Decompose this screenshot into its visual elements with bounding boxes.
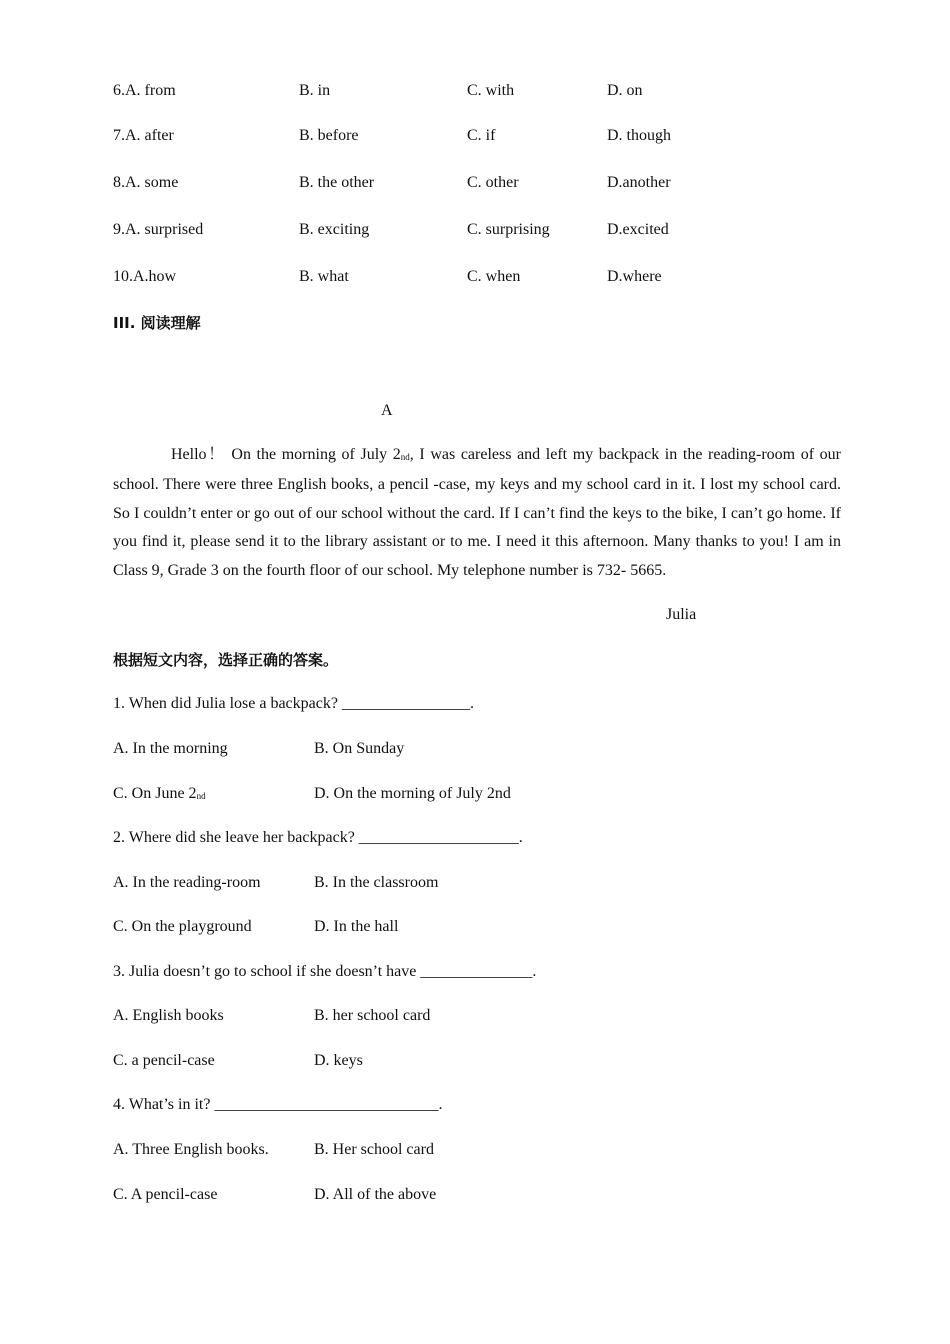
answer-option-a[interactable]: A. In the reading-room (113, 874, 261, 891)
passage-text-part2: , I was careless and left my backpack in the reading-room of our school. There were three English books, a pencil -case, my keys and my school card in it. I lost my school card. So I couldn’t enter or go out of our school without the card. If I can’t find the keys to the bike, I can’t go home. If you find it, please send it to the library assistant or to me. I need it this afternoon. Many thanks to you! I am in Class 9, Grade 3 on the fourth floor of our school. My telephone number is 732- 5665. (113, 446, 841, 580)
answer-option-c-text: C. On June 2 (113, 785, 197, 802)
question-text: 4. What’s in it? ____________________________. (113, 1096, 443, 1113)
option-a: 7.A. after (113, 127, 174, 144)
option-c: C. with (467, 82, 515, 99)
option-d: D. though (607, 127, 671, 144)
answer-option-b[interactable]: B. On Sunday (314, 740, 405, 757)
answer-option-a[interactable]: A. Three English books. (113, 1141, 269, 1158)
answer-option-d[interactable]: D. In the hall (314, 918, 399, 935)
answer-option-c[interactable]: C. a pencil-case (113, 1052, 215, 1069)
ordinal-suffix: nd (196, 791, 206, 801)
passage-label: A (381, 402, 393, 419)
option-d: D. on (607, 82, 643, 99)
ordinal-suffix: nd (400, 452, 410, 462)
answer-option-b[interactable]: B. In the classroom (314, 874, 439, 891)
answer-option-a[interactable]: A. In the morning (113, 740, 228, 757)
answer-option-b[interactable]: B. her school card (314, 1007, 431, 1024)
option-b: B. before (299, 127, 359, 144)
option-c: C. when (467, 268, 521, 285)
option-a: 8.A. some (113, 174, 179, 191)
answer-option-d[interactable]: D. keys (314, 1052, 363, 1069)
option-a: 10.A.how (113, 268, 177, 285)
option-c: C. surprising (467, 221, 550, 238)
answer-option-b[interactable]: B. Her school card (314, 1141, 434, 1158)
option-c: C. other (467, 174, 519, 191)
answer-option-c[interactable] (113, 784, 206, 805)
option-d: D.another (607, 174, 671, 191)
question-text: 3. Julia doesn’t go to school if she doesn’t have ______________. (113, 963, 537, 980)
answer-option-c[interactable]: C. A pencil-case (113, 1186, 218, 1203)
passage-text-part1: Hello！ On the morning of July 2 (171, 446, 401, 463)
answer-option-d[interactable]: D. All of the above (314, 1186, 437, 1203)
answer-option-a[interactable]: A. English books (113, 1007, 224, 1024)
signature: Julia (666, 606, 697, 623)
option-d: D.excited (607, 221, 669, 238)
option-b: B. the other (299, 174, 375, 191)
answer-option-c[interactable]: C. On the playground (113, 918, 252, 935)
passage-text (113, 441, 841, 586)
option-b: B. in (299, 82, 331, 99)
option-d: D.where (607, 268, 662, 285)
option-a: 6.A. from (113, 82, 176, 99)
answer-option-d[interactable]: D. On the morning of July 2nd (314, 785, 511, 802)
option-a: 9.A. surprised (113, 221, 204, 238)
instruction: 根据短文内容，选择正确的答案。 (113, 651, 339, 669)
question-text: 1. When did Julia lose a backpack? ________________. (113, 695, 474, 712)
section-heading: III. 阅读理解 (113, 314, 201, 332)
option-b: B. exciting (299, 221, 370, 238)
option-b: B. what (299, 268, 349, 285)
option-c: C. if (467, 127, 496, 144)
question-text: 2. Where did she leave her backpack? ____________________. (113, 829, 523, 846)
